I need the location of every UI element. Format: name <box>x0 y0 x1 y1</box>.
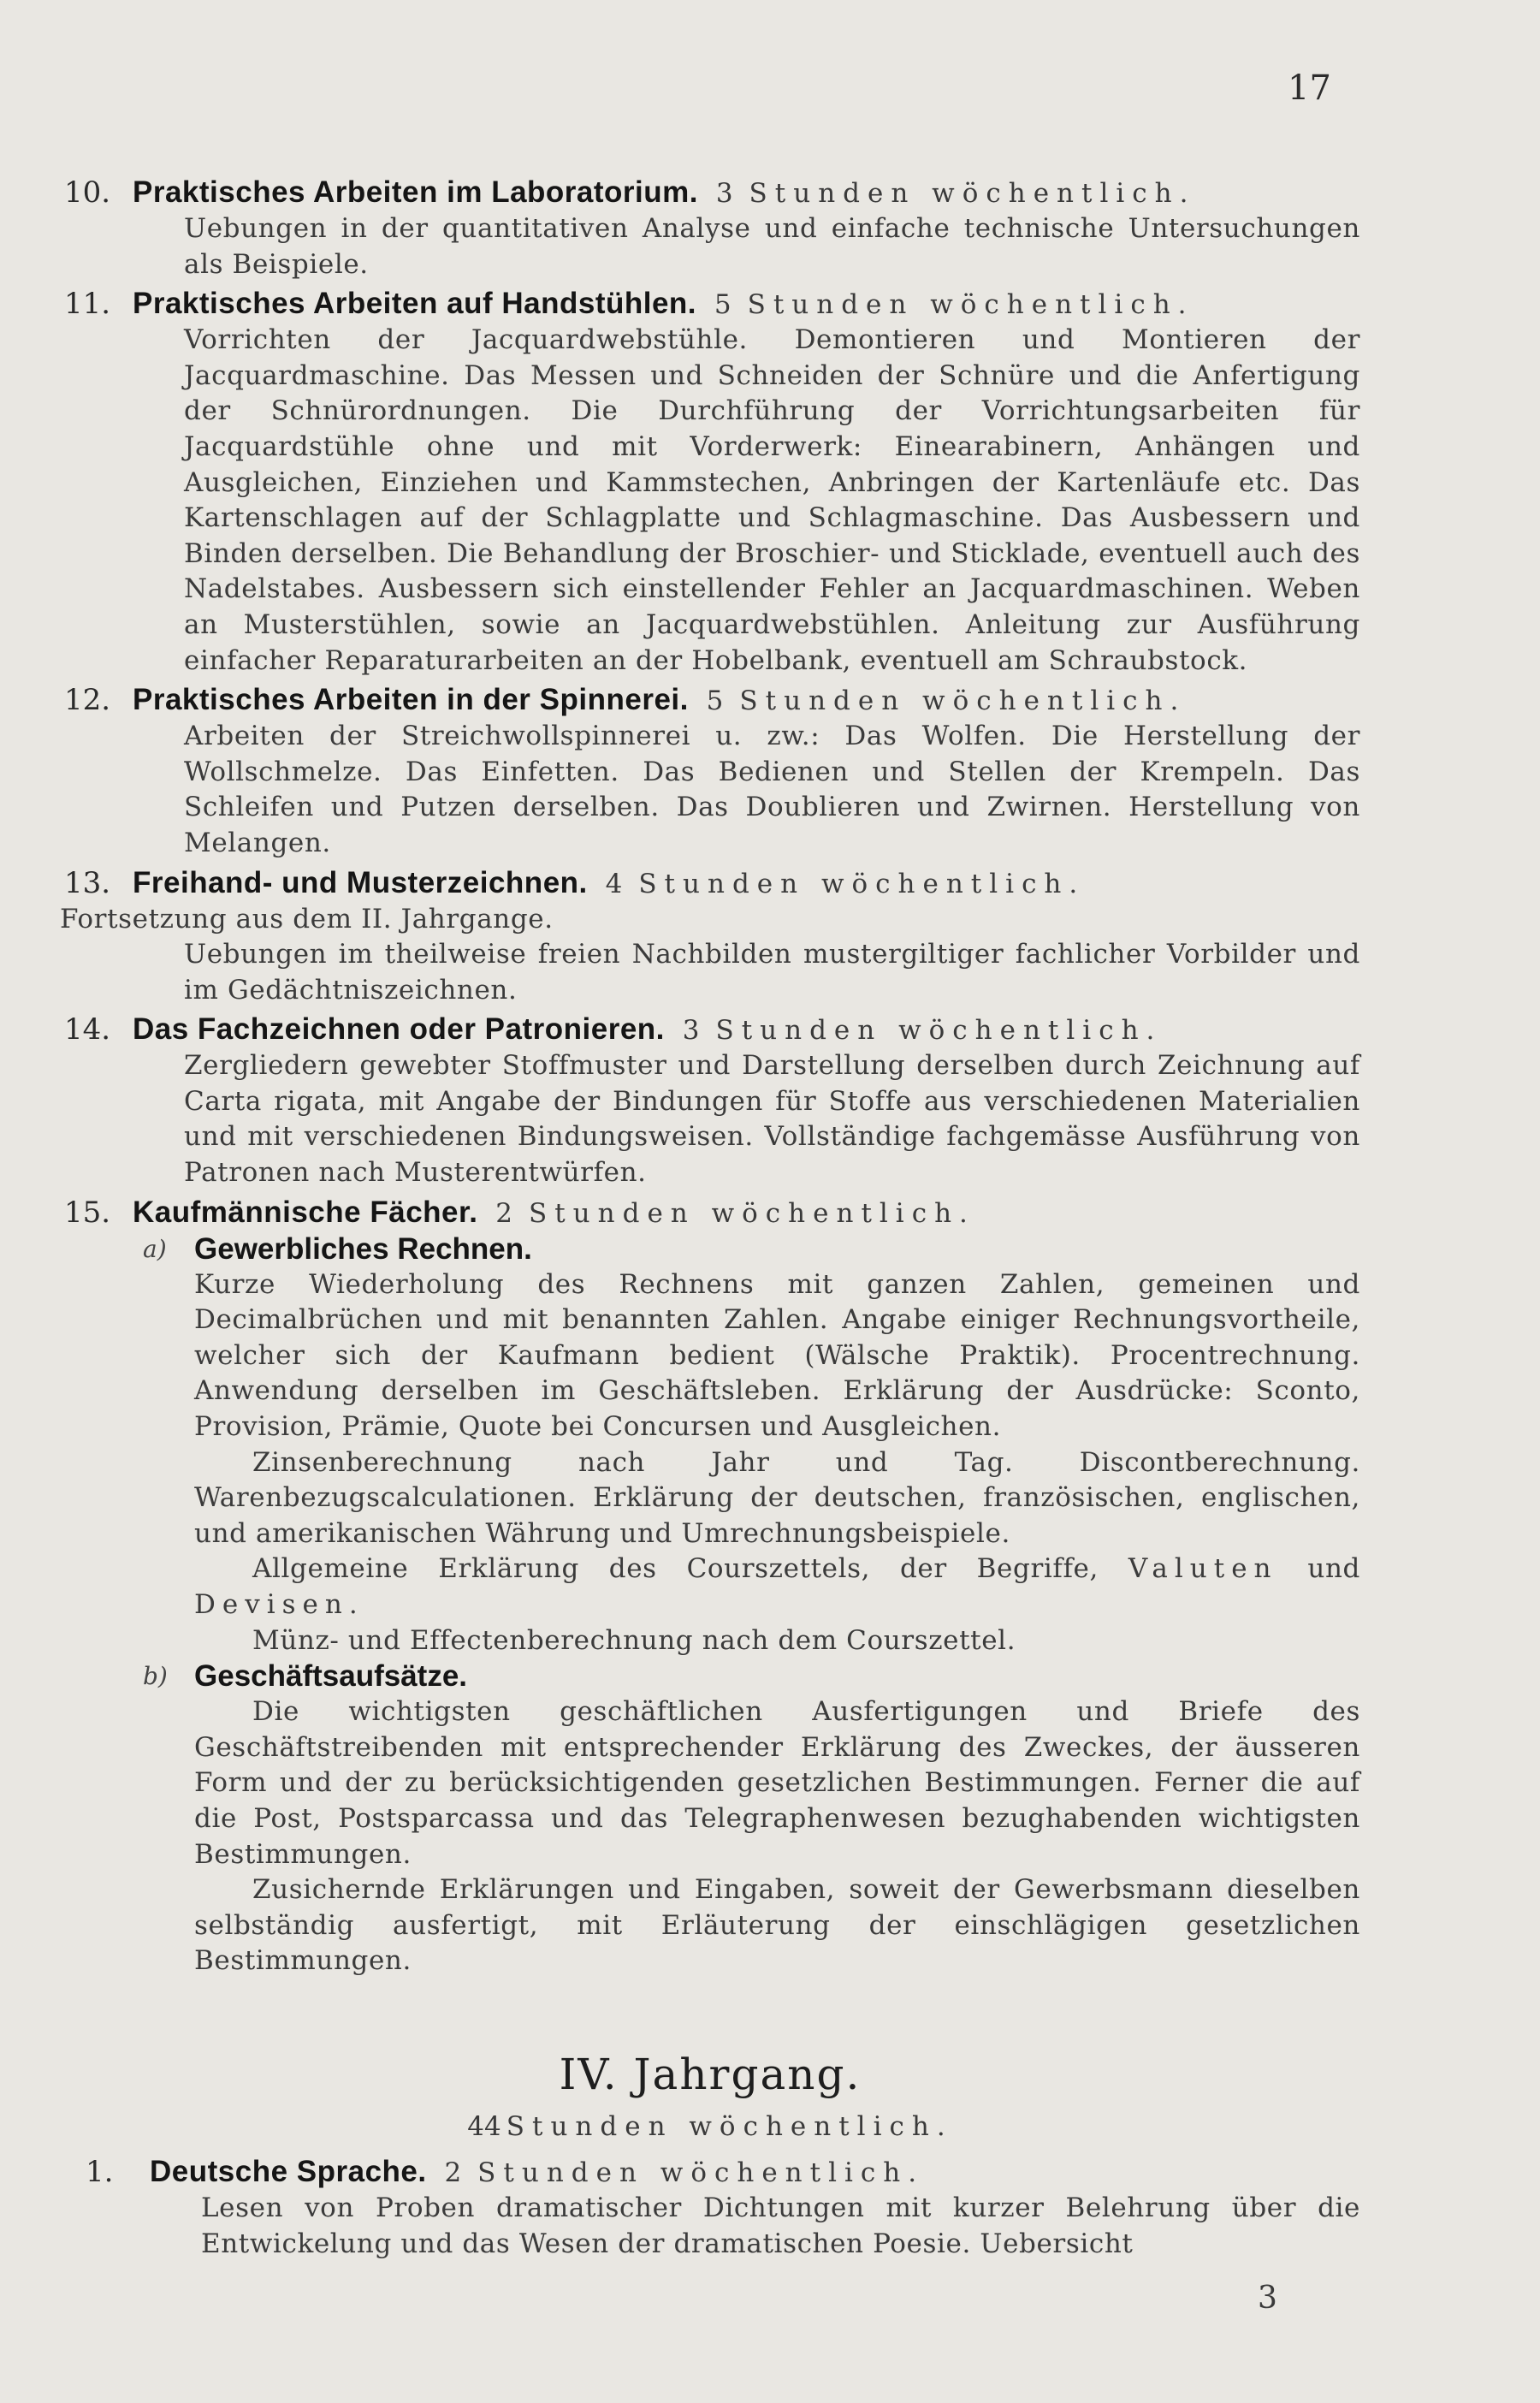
item-heading <box>60 1012 1360 1048</box>
subsection-letter: a) <box>143 1234 167 1263</box>
hours-label: Stunden wöchentlich. <box>739 685 1187 717</box>
item-text: Vorrichten der Jacquardwebstühle. Demontieren und Montieren der Jacquardmaschine. Das Messen und Schneiden der Schnüre und die Anfertigung der Schnürordnungen. Die Durchführung der Vorrichtungsarbeiten für Jacquardstühle ohne und mit Vorderwerk: Einearabinern, Anhängen und Ausgleichen, Einziehen und Kammstechen, Anbringen der Kartenläufe etc. Das Kartenschlagen auf der Schlagplatte und Schlagmaschine. Das Ausbessern und Binden derselben. Die Behandlung der Broschier- und Sticklade, eventuell auch des Nadelstabes. Ausbessern sich einstellender Fehler an Jacquardmaschinen. Weben an Musterstühlen, sowie an Jacquardwebstühlen. Anleitung zur Ausführung einfacher Reparaturarbeiten an der Hobelbank, eventuell am Schraubstock. <box>184 324 1360 676</box>
item-text: Lesen von Proben dramatischer Dichtungen mit kurzer Belehrung über die Entwickelung und das Wesen der dramatischen Poesie. Uebersicht <box>201 2192 1360 2259</box>
subsection-heading <box>60 1658 1360 1694</box>
section-hours <box>60 2111 1360 2142</box>
item-title: Praktisches Arbeiten in der Spinnerei. <box>133 683 689 717</box>
section-title: IV. Jahrgang. <box>559 2049 862 2099</box>
item-heading <box>60 865 1360 902</box>
list-item <box>60 682 1360 861</box>
subsection-title: Geschäftsaufsätze. <box>194 1659 468 1694</box>
list-item <box>60 1012 1360 1190</box>
item-heading <box>60 1195 1360 1231</box>
list-item <box>60 175 1360 282</box>
hours-label: Stunden wöchentlich. <box>477 2157 925 2188</box>
spaced-term: Valuten <box>1128 1553 1278 1585</box>
spaced-term: Devisen. <box>194 1589 364 1620</box>
page-number: 17 <box>1288 68 1331 108</box>
subsection-text: Zinsenberechnung nach Jahr und Tag. Discontberechnung. Warenbezugscalculationen. Erklärung der deutschen, französischen, englischen, und amerikanischen Währung und Umrechnungsbeispiele. <box>194 1446 1360 1549</box>
page-content <box>60 171 1360 2262</box>
subsection-text: Die wichtigsten geschäftlichen Ausfertigungen und Briefe des Geschäftstreibenden mit entsprechender Erklärung des Zweckes, der äusseren Form und der zu berücksichtigenden gesetzlichen Bestimmungen. Ferner die auf die Post, Postsparcassa und das Telegraphenwesen bezughabenden wichtigsten Bestimmungen. <box>194 1696 1360 1870</box>
item-title: Das Fachzeichnen oder Patronieren. <box>133 1012 665 1047</box>
item-text: Uebungen in der quantitativen Analyse und einfache technische Untersuchungen als Beispiele. <box>184 213 1360 280</box>
hours-count: 3 <box>682 1015 708 1047</box>
item-text: Zergliedern gewebter Stoffmuster und Darstellung derselben durch Zeichnung auf Carta rigata, mit Angabe der Bindungen für Stoffe aus verschiedenen Materialien und mit verschiedenen Bindungsweisen. Vollständige fachgemässe Ausführung von Patronen nach Musterentwürfen. <box>184 1050 1360 1189</box>
list-item <box>60 2154 1360 2262</box>
hours-count: 44 <box>467 2110 501 2142</box>
list-item <box>60 286 1360 679</box>
hours-label: Stunden wöchentlich. <box>638 868 1086 899</box>
item-number: 13. <box>64 865 111 900</box>
hours-label: Stunden wöchentlich. <box>749 178 1196 209</box>
item-heading <box>60 175 1360 211</box>
signature-mark: 3 <box>1258 2281 1277 2316</box>
hours-count: 4 <box>605 868 631 899</box>
item-heading <box>60 2154 1360 2191</box>
item-number: 14. <box>64 1012 111 1047</box>
item-title: Praktisches Arbeiten auf Handstühlen. <box>133 287 697 321</box>
item-text: Arbeiten der Streichwollspinnerei u. zw.: Das Wolfen. Die Herstellung der Wollschmelze. Das Einfetten. Das Bedienen und Stellen der Krempeln. Das Schleifen und Putzen derselben. Das Doublieren und Zwirnen. Herstellung von Melangen. <box>184 721 1360 858</box>
item-note: Fortsetzung aus dem II. Jahrgange. <box>60 903 554 934</box>
subsection-letter: b) <box>143 1662 168 1691</box>
item-number: 12. <box>64 683 111 718</box>
hours-count: 2 <box>495 1197 520 1229</box>
hours-label: Stunden wöchentlich. <box>747 289 1194 321</box>
item-title: Freihand- und Musterzeichnen. <box>133 865 588 899</box>
item-title: Deutsche Sprache. <box>150 2154 427 2188</box>
subsection-text: Kurze Wiederholung des Rechnens mit ganzen Zahlen, gemeinen und Decimalbrüchen und mit benannten Zahlen. Angabe einiger Rechnungsvortheile, welcher sich der Kaufmann bedient (Wälsche Praktik). Procentrechnung. Anwendung derselben im Geschäftsleben. Erklärung der Ausdrücke: Sconto, Provision, Prämie, Quote bei Concursen und Ausgleichen. <box>194 1268 1360 1443</box>
item-heading <box>60 286 1360 323</box>
subsection-text: Münz- und Effectenberechnung nach dem Courszettel. <box>252 1624 1016 1656</box>
hours-count: 5 <box>714 289 739 321</box>
text-span: und <box>1307 1553 1360 1585</box>
item-text: Uebungen im theilweise freien Nachbilden mustergiltiger fachlicher Vorbilder und im Gedächtniszeichnen. <box>184 939 1360 1006</box>
item-number: 1. <box>86 2154 114 2189</box>
hours-label: Stunden wöchentlich. <box>715 1015 1163 1047</box>
item-title: Kaufmännische Fächer. <box>133 1195 478 1229</box>
hours-label: Stunden wöchentlich. <box>528 1197 975 1229</box>
subsection-title: Gewerbliches Rechnen. <box>194 1231 532 1266</box>
list-item <box>60 1195 1360 1979</box>
list-item <box>60 865 1360 1009</box>
hours-count: 3 <box>715 178 741 209</box>
item-number: 11. <box>64 287 111 322</box>
hours-label: Stunden wöchentlich. <box>506 2110 953 2142</box>
item-number: 10. <box>64 175 111 210</box>
hours-count: 2 <box>444 2157 470 2188</box>
subsection-text: Zusichernde Erklärungen und Eingaben, soweit der Gewerbsmann dieselben selbständig ausfertigt, mit Erläuterung der einschlägigen gesetzlichen Bestimmungen. <box>194 1874 1360 1977</box>
item-heading <box>60 682 1360 719</box>
text-span: Allgemeine Erklärung des Courszettels, der Begriffe, <box>252 1553 1099 1585</box>
subsection-text <box>60 1552 1360 1623</box>
hours-count: 5 <box>706 685 732 717</box>
subsection-heading <box>60 1231 1360 1267</box>
item-number: 15. <box>64 1195 111 1230</box>
item-title: Praktisches Arbeiten im Laboratorium. <box>133 175 698 209</box>
